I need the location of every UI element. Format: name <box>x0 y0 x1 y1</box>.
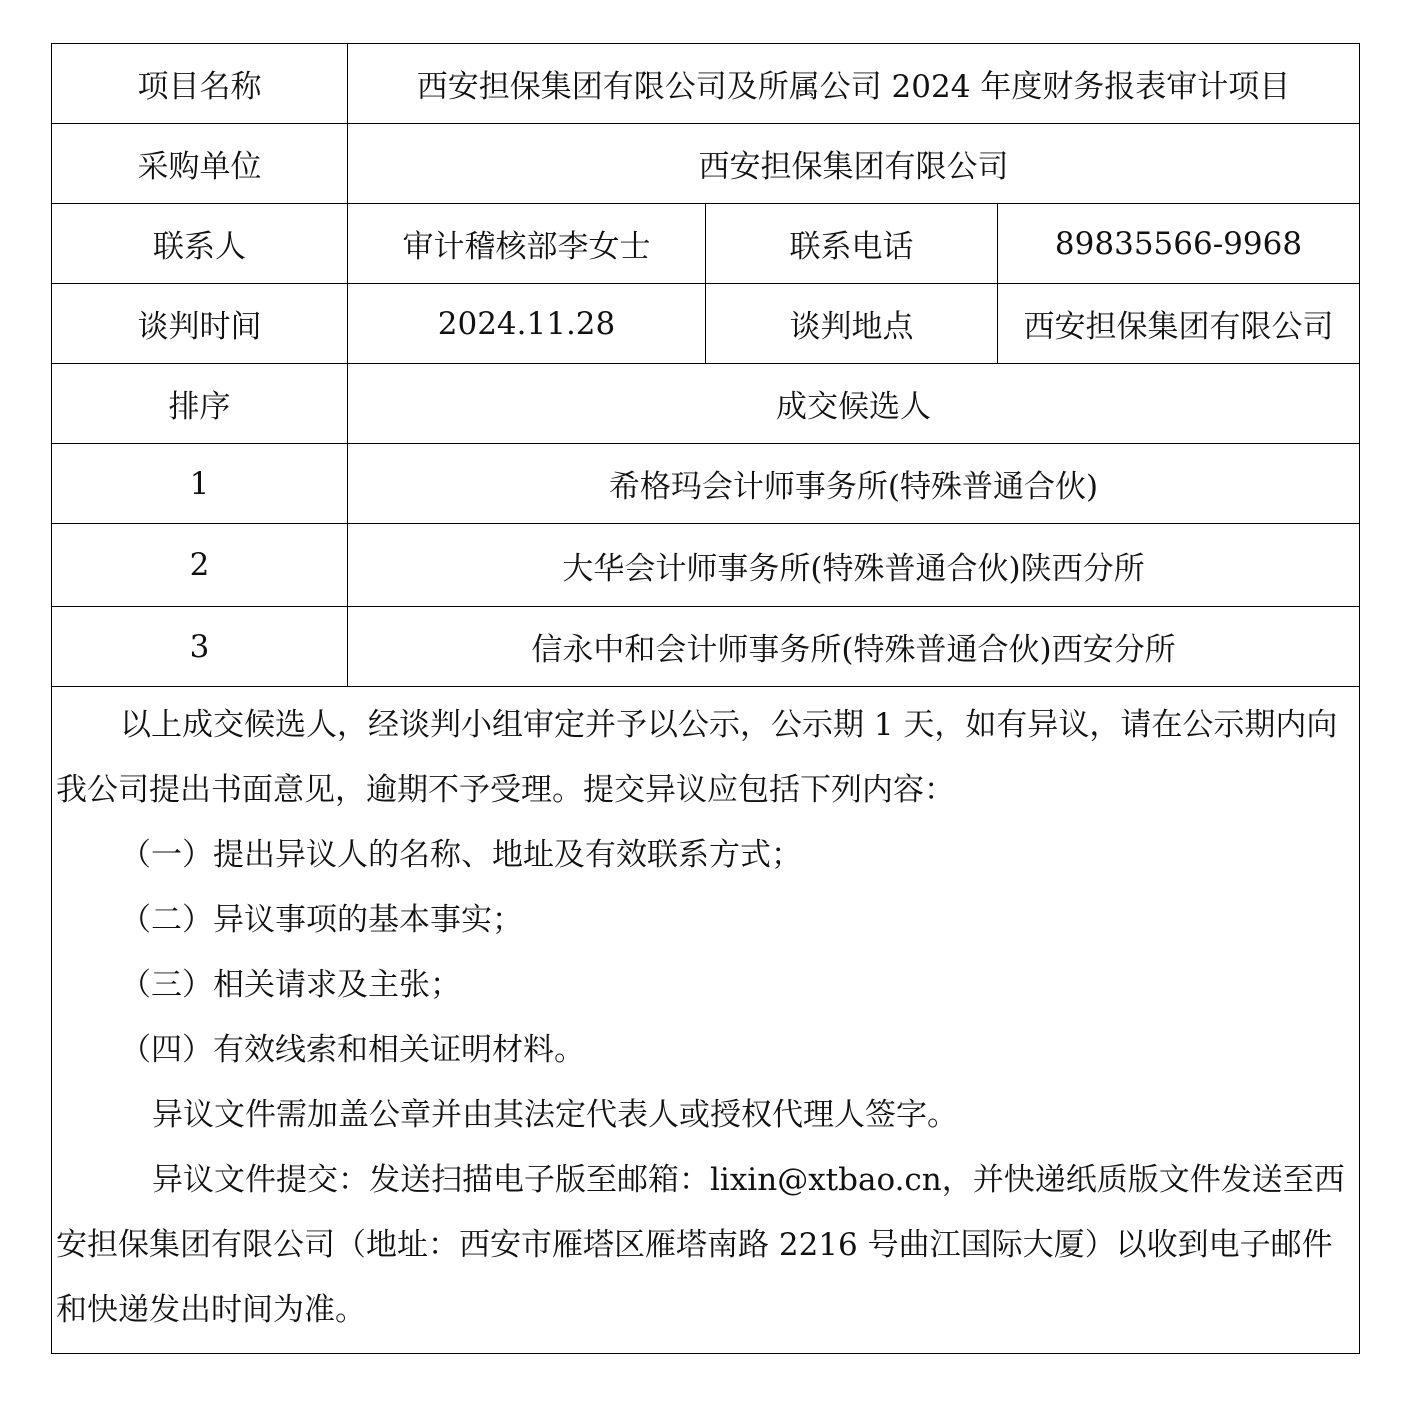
time-row <box>52 284 1360 364</box>
contact-value: 审计稽核部李女士 <box>348 204 706 284</box>
buyer-value: 西安担保集团有限公司 <box>348 124 1360 204</box>
table-row <box>52 444 1360 524</box>
candidate-name: 大华会计师事务所(特殊普通合伙)陕西分所 <box>348 524 1360 607</box>
notice-intro: 以上成交候选人，经谈判小组审定并予以公示，公示期 1 天，如有异议，请在公示期内向我公司提出书面意见，逾期不予受理。提交异议应包括下列内容： <box>56 707 1338 808</box>
candidate-rank: 2 <box>52 524 348 607</box>
candidate-rank: 1 <box>52 444 348 524</box>
seal-note: 异议文件需加盖公章并由其法定代表人或授权代理人签字。 <box>152 1097 958 1133</box>
candidate-name: 信永中和会计师事务所(特殊普通合伙)西安分所 <box>348 607 1360 687</box>
time-label: 谈判时间 <box>52 284 348 364</box>
notice-item: （二）异议事项的基本事实； <box>120 902 523 938</box>
notice-body <box>52 687 1360 1354</box>
phone-label: 联系电话 <box>706 204 998 284</box>
contact-row <box>52 204 1360 284</box>
project-label: 项目名称 <box>52 44 348 124</box>
table-row <box>52 607 1360 687</box>
candidate-header: 成交候选人 <box>348 364 1360 444</box>
project-row <box>52 44 1360 124</box>
place-label: 谈判地点 <box>706 284 998 364</box>
announcement-table <box>51 43 1360 1354</box>
table-row <box>52 524 1360 607</box>
notice-item: （一）提出异议人的名称、地址及有效联系方式； <box>120 837 802 873</box>
phone-value: 89835566-9968 <box>998 204 1360 284</box>
place-value: 西安担保集团有限公司 <box>998 284 1360 364</box>
candidate-name: 希格玛会计师事务所(特殊普通合伙) <box>348 444 1360 524</box>
buyer-row <box>52 124 1360 204</box>
buyer-label: 采购单位 <box>52 124 348 204</box>
project-value: 西安担保集团有限公司及所属公司 2024 年度财务报表审计项目 <box>348 44 1360 124</box>
contact-label: 联系人 <box>52 204 348 284</box>
rank-header: 排序 <box>52 364 348 444</box>
notice-item: （三）相关请求及主张； <box>120 967 461 1003</box>
notice-item: （四）有效线索和相关证明材料。 <box>120 1032 585 1068</box>
candidate-header-row <box>52 364 1360 444</box>
candidate-rank: 3 <box>52 607 348 687</box>
notice-row <box>52 687 1360 1354</box>
time-value: 2024.11.28 <box>348 284 706 364</box>
submit-note: 异议文件提交：发送扫描电子版至邮箱：lixin@xtbao.cn，并快递纸质版文件发送至西安担保集团有限公司（地址：西安市雁塔区雁塔南路 2216 号曲江国际大厦）以收到电子邮件和快递发出时间为准。 <box>56 1162 1345 1328</box>
